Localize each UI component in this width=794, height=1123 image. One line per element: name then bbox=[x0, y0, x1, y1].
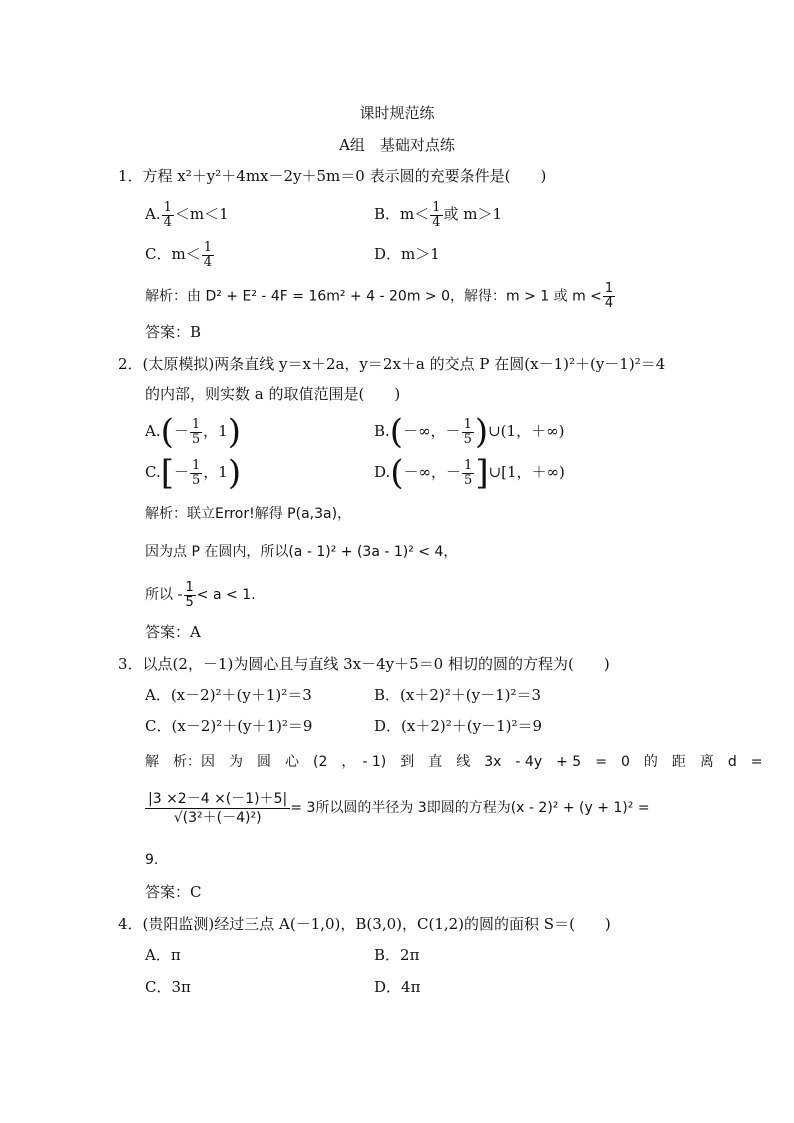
q2-option-b bbox=[374, 412, 565, 452]
q1-option-a-frac-den: 4 bbox=[163, 214, 172, 230]
q1-option-a-prefix: A. bbox=[145, 205, 161, 223]
q2-explanation-line3-suffix: < a < 1. bbox=[196, 587, 256, 603]
q1-option-b-frac-den: 4 bbox=[432, 214, 441, 230]
q2-stem-line1: 2．(太原模拟)两条直线 y＝x＋2a，y＝2x＋a 的交点 P 在圆(x－1)²＋(y－1)²＝4 bbox=[118, 355, 666, 373]
q2-option-a-prefix: A. bbox=[145, 422, 161, 440]
q2-option-d-tail: ∪[1，＋∞) bbox=[488, 463, 565, 481]
q1-option-b-fraction bbox=[430, 201, 442, 230]
q1-option-a-suffix: ＜m＜1 bbox=[174, 205, 229, 223]
q3-option-d: D．(x＋2)²＋(y－1)²＝9 bbox=[374, 717, 543, 735]
q2-option-b-lparen: ( bbox=[389, 412, 404, 452]
q2-option-a-tail: 1 bbox=[218, 422, 228, 440]
q2-option-b-fraction bbox=[462, 418, 474, 447]
q4-option-b: B．2π bbox=[374, 946, 420, 964]
q2-option-c-comma: ， bbox=[203, 463, 219, 481]
q1-option-c bbox=[145, 240, 215, 270]
q2-option-c-fraction bbox=[190, 459, 202, 488]
q2-option-b-left: －∞，－ bbox=[403, 422, 461, 440]
q2-option-c-frac-den: 5 bbox=[192, 472, 201, 488]
q2-option-a-neg: － bbox=[173, 422, 189, 440]
q2-option-a-comma: ， bbox=[203, 422, 219, 440]
q1-explanation-text: 解析：由 D² + E² - 4F = 16m² + 4 - 20m > 0，解得：m > 1 或 m < bbox=[145, 288, 602, 305]
q2-option-d-frac-num: 1 bbox=[464, 457, 473, 473]
q1-option-d: D．m＞1 bbox=[374, 245, 440, 263]
q3-explanation-line1: 解 析：因 为 圆 心 (2 ， - 1) 到 直 线 3x - 4y + 5 = 0 的 距 离 d = bbox=[145, 754, 763, 770]
q3-option-c: C．(x－2)²＋(y＋1)²＝9 bbox=[145, 717, 313, 735]
q2-option-a-rparen: ) bbox=[227, 412, 241, 452]
q2-option-d-prefix: D. bbox=[374, 463, 391, 481]
q2-option-a-frac-num: 1 bbox=[191, 416, 201, 432]
q2-option-b-prefix: B. bbox=[374, 422, 390, 440]
q2-option-a-fraction bbox=[190, 418, 202, 447]
q3-explanation-frac-den: √(3²＋(－4)²) bbox=[173, 809, 262, 826]
q3-option-a: A．(x－2)²＋(y＋1)²＝3 bbox=[145, 686, 312, 704]
q2-option-d bbox=[374, 453, 565, 493]
q2-option-c-frac-num: 1 bbox=[192, 457, 201, 473]
q1-option-a-frac-num: 1 bbox=[163, 199, 172, 215]
q1-option-a bbox=[145, 200, 229, 230]
q3-option-b: B．(x＋2)²＋(y－1)²＝3 bbox=[374, 686, 542, 704]
q3-answer: 答案：C bbox=[145, 883, 202, 901]
q2-option-b-tail: ∪(1，＋∞) bbox=[488, 422, 565, 440]
q2-stem-line2: 的内部，则实数 a 的取值范围是( ) bbox=[145, 385, 401, 403]
q2-explanation-fraction bbox=[184, 581, 196, 610]
q3-explanation-line2-text: = 3所以圆的半径为 3即圆的方程为(x - 2)² + (y + 1)² = bbox=[290, 800, 650, 816]
q2-option-a-lparen: ( bbox=[160, 412, 174, 452]
section-heading: A组 基础对点练 bbox=[339, 136, 455, 154]
q1-explanation bbox=[145, 282, 616, 311]
q2-explanation-line2: 因为点 P 在圆内，所以(a - 1)² + (3a - 1)² < 4， bbox=[145, 544, 458, 560]
q2-option-c-rparen: ) bbox=[227, 453, 242, 493]
q1-option-c-frac-num: 1 bbox=[203, 239, 212, 255]
q2-option-a bbox=[145, 412, 241, 452]
q3-stem: 3．以点(2，－1)为圆心且与直线 3x－4y＋5＝0 相切的圆的方程为( ) bbox=[118, 655, 610, 673]
q2-option-c-tail: 1 bbox=[218, 463, 228, 481]
q1-option-a-fraction bbox=[162, 201, 174, 230]
q1-option-c-prefix: C．m＜ bbox=[145, 245, 201, 263]
q3-explanation-line2 bbox=[145, 788, 650, 828]
q3-explanation-frac-num: |3 ×2－4 ×(－1)＋5| bbox=[145, 790, 290, 809]
q2-option-c bbox=[145, 453, 242, 493]
q2-option-c-lbracket: [ bbox=[160, 453, 174, 493]
q2-explanation-line3-prefix: 所以 - bbox=[145, 587, 183, 603]
q2-answer: 答案：A bbox=[145, 623, 201, 641]
page-title: 课时规范练 bbox=[359, 104, 435, 122]
q2-option-d-rbracket: ] bbox=[475, 453, 489, 493]
q2-explanation-frac-den: 5 bbox=[185, 594, 194, 610]
q1-option-b-prefix: B．m＜ bbox=[374, 205, 430, 223]
q2-option-a-frac-den: 5 bbox=[191, 431, 201, 447]
q2-option-b-frac-den: 5 bbox=[463, 431, 472, 447]
q3-explanation-line3: 9. bbox=[145, 852, 159, 868]
q1-option-b-frac-num: 1 bbox=[432, 199, 441, 215]
q2-option-d-frac-den: 5 bbox=[464, 472, 473, 488]
q1-answer: 答案：B bbox=[145, 323, 202, 341]
q1-explanation-frac-num: 1 bbox=[604, 281, 614, 296]
q4-option-a: A．π bbox=[145, 946, 181, 964]
q3-explanation-fraction bbox=[145, 790, 290, 827]
q4-stem: 4．(贵阳监测)经过三点 A(－1,0)，B(3,0)，C(1,2)的圆的面积 S＝( ) bbox=[118, 915, 611, 933]
q1-explanation-frac-den: 4 bbox=[604, 296, 614, 311]
q2-option-b-rparen: ) bbox=[474, 412, 489, 452]
q2-explanation-line1: 解析：联立Error!解得 P(a,3a)， bbox=[145, 506, 352, 522]
q4-option-d: D．4π bbox=[374, 978, 421, 996]
q2-explanation-frac-num: 1 bbox=[185, 579, 194, 595]
q1-option-b bbox=[374, 200, 502, 230]
q1-option-c-fraction bbox=[202, 241, 214, 270]
q2-option-b-frac-num: 1 bbox=[463, 416, 472, 432]
q2-option-d-lparen: ( bbox=[390, 453, 404, 493]
q2-option-c-neg: － bbox=[173, 463, 189, 481]
q2-option-c-prefix: C. bbox=[145, 463, 161, 481]
q4-option-c: C．3π bbox=[145, 978, 191, 996]
q2-explanation-line3 bbox=[145, 578, 256, 612]
q1-option-b-suffix: 或 m＞1 bbox=[443, 205, 503, 223]
q2-option-d-fraction bbox=[462, 459, 474, 488]
q1-option-c-frac-den: 4 bbox=[203, 254, 212, 270]
q1-explanation-fraction bbox=[603, 282, 615, 311]
q1-stem: 1．方程 x²＋y²＋4mx－2y＋5m＝0 表示圆的充要条件是( ) bbox=[118, 167, 547, 185]
q2-option-d-left: －∞，－ bbox=[403, 463, 462, 481]
